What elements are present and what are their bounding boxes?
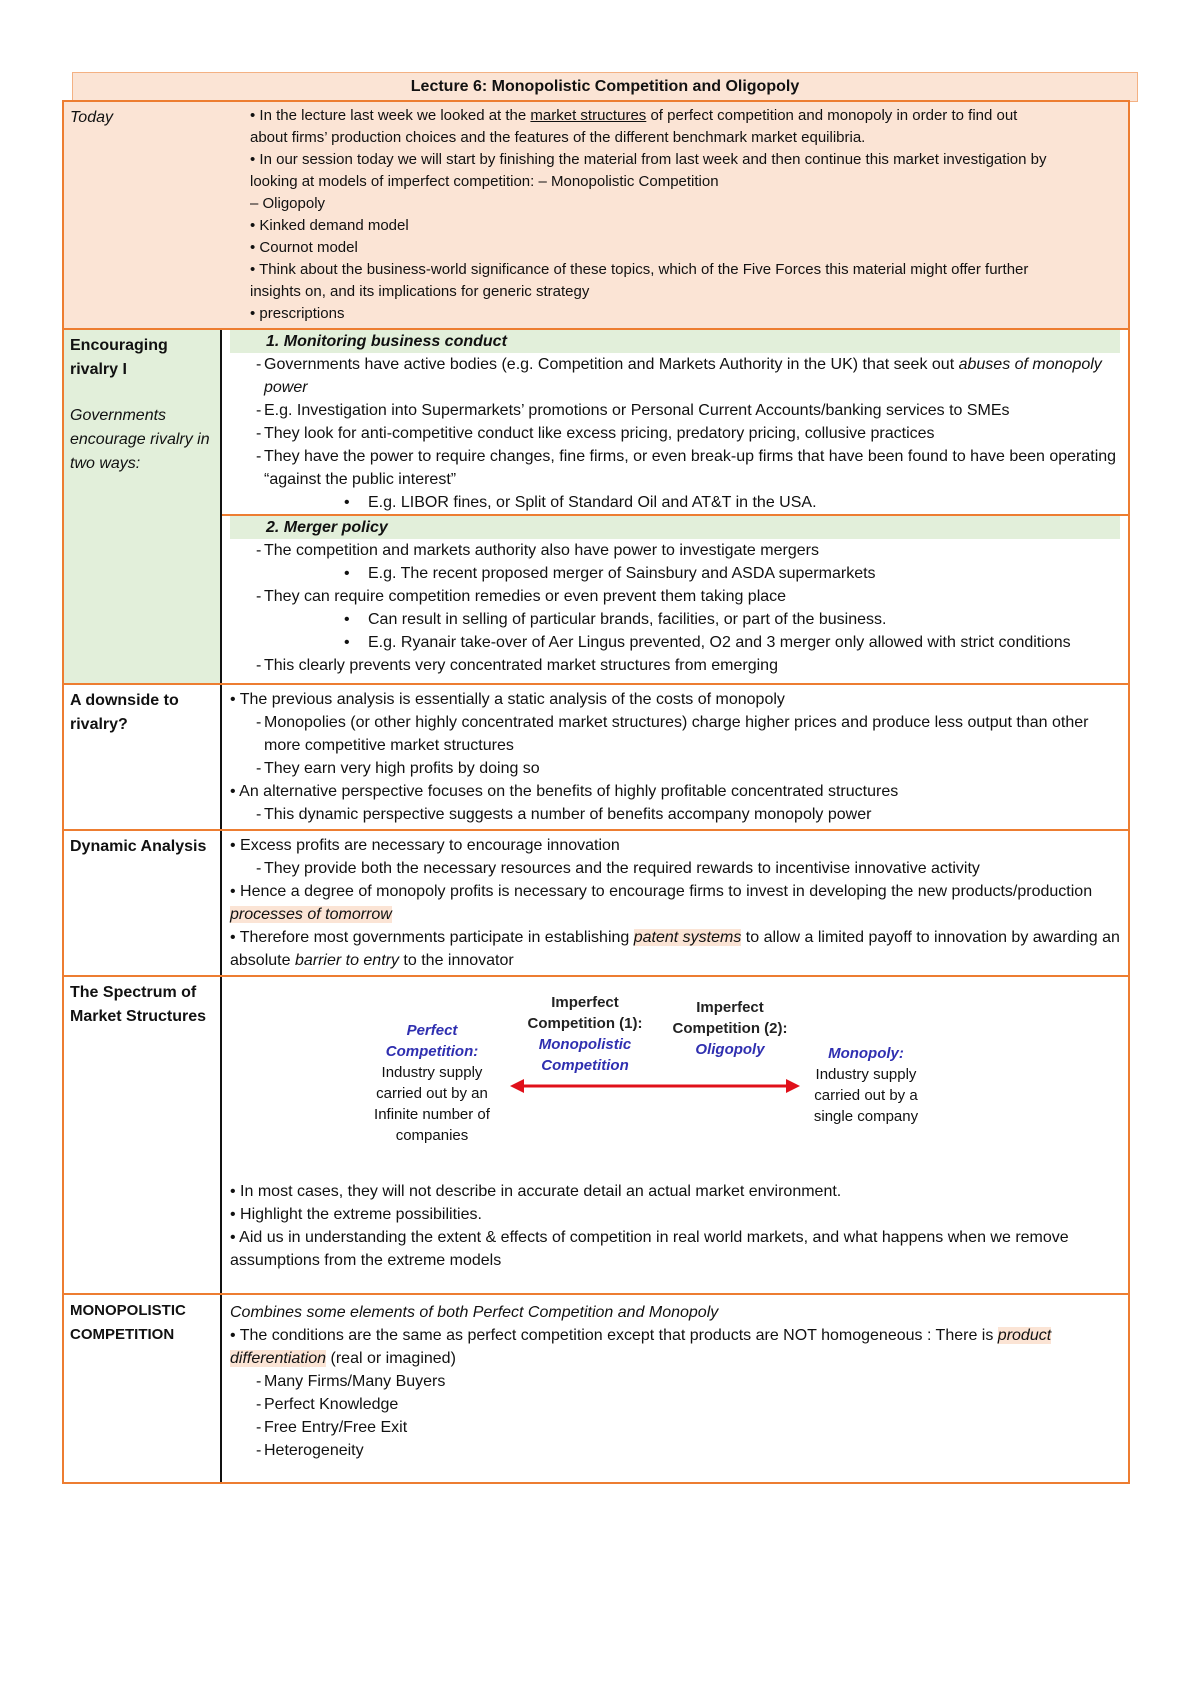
highlight-text: processes of tomorrow: [230, 906, 392, 923]
text-span: E.g. LIBOR fines, or Split of Standard Oil and AT&T in the USA.: [368, 494, 817, 511]
monopolistic-row: [64, 1293, 1128, 1482]
list-item: [230, 780, 1120, 803]
highlight-text: patent systems: [633, 929, 742, 946]
text-span: E.g. Ryanair take-over of Aer Lingus prevented, O2 and 3 merger only allowed with strict conditions: [368, 634, 1071, 651]
downside-label: A downside to rivalry?: [64, 685, 222, 829]
condition-item: - Perfect Knowledge: [230, 1393, 1120, 1416]
today-line: • Kinked demand model: [250, 217, 409, 234]
today-label: Today: [70, 109, 113, 126]
notes-table: [62, 100, 1130, 1484]
text-span: Can result in selling of particular brands, facilities, or part of the business.: [368, 611, 887, 628]
highlight-text: product differentiation: [230, 1327, 1052, 1367]
monopoly-desc: Industry supply carried out by a single company: [813, 1066, 919, 1125]
list-item: [230, 608, 1120, 631]
rivalry-row: [64, 328, 1128, 683]
today-line: [250, 105, 1120, 127]
text-span: Monopolies (or other highly concentrated market structures) charge higher prices and produce less output than other more competitive market structures: [264, 714, 1089, 754]
condition-line: [230, 1324, 1120, 1370]
condition-item: - Many Firms/Many Buyers: [230, 1370, 1120, 1393]
today-line: • Think about the business-world significance of these topics, which of the Five Forces this material might offer further: [250, 261, 1029, 278]
merger-heading: 2. Merger policy: [230, 516, 1120, 539]
text-span: • An alternative perspective focuses on the benefits of highly profitable concentrated structures: [230, 783, 899, 800]
monopolistic-label: MONOPOLISTIC COMPETITION: [64, 1295, 222, 1482]
imp2-sub: Oligopoly: [695, 1041, 765, 1058]
text-span: to allow a limited payoff to innovation by awarding an absolute: [230, 929, 1120, 969]
spectrum-diagram: [230, 980, 1120, 1180]
imp2-title: Imperfect Competition (2):: [672, 999, 788, 1037]
condition-item: - Free Entry/Free Exit: [230, 1416, 1120, 1439]
text-span: Governments have active bodies (e.g. Competition and Markets Authority in the UK) that seek out: [264, 356, 955, 373]
downside-content: [222, 685, 1128, 829]
text-span: They earn very high profits by doing so: [264, 760, 540, 777]
text-span: E.g. Investigation into Supermarkets’ promotions or Personal Current Accounts/banking services to SMEs: [264, 402, 1010, 419]
imp1-sub: Monopolistic Competition: [538, 1036, 632, 1074]
today-line: • Cournot model: [250, 239, 358, 256]
text-span: • The conditions are the same as perfect competition except that products are NOT homogeneous : There is: [230, 1327, 998, 1344]
conditions-list: [230, 1370, 1120, 1462]
list-item: [230, 422, 1120, 445]
dynamic-line: [230, 880, 1120, 926]
text-span: • In the lecture last week we looked at the: [250, 107, 531, 124]
text-span: This dynamic perspective suggests a number of benefits accompany monopoly power: [264, 806, 872, 823]
monopolistic-content: [222, 1295, 1128, 1482]
text-span: E.g. The recent proposed merger of Sainsbury and ASDA supermarkets: [368, 565, 876, 582]
list-item: [230, 757, 1120, 780]
rivalry-content: [222, 330, 1128, 683]
spectrum-label: The Spectrum of Market Structures: [64, 977, 222, 1293]
rivalry-sublabel: Governments encourage rivalry in two ways:: [70, 407, 210, 472]
text-span: • The previous analysis is essentially a static analysis of the costs of monopoly: [230, 691, 785, 708]
text-span: of perfect competition and monopoly in order to find out: [646, 107, 1018, 124]
dynamic-line: - They provide both the necessary resources and the required rewards to incentivise innovative activity: [230, 857, 1120, 880]
dynamic-row: [64, 829, 1128, 975]
today-line: – Oligopoly: [250, 195, 326, 212]
text-span: The competition and markets authority also have power to investigate mergers: [264, 542, 819, 559]
page-title: Lecture 6: Monopolistic Competition and Oligopoly: [72, 72, 1138, 102]
today-row: [64, 100, 1128, 328]
list-item: [230, 688, 1120, 711]
perfect-desc: Industry supply carried out by an Infinite number of companies: [374, 1064, 490, 1144]
list-item: [230, 399, 1120, 422]
today-line: about firms’ production choices and the features of the different benchmark market equilibria.: [250, 129, 866, 146]
spectrum-row: [64, 975, 1128, 1293]
monopoly-node: [806, 1043, 926, 1127]
text-span: They look for anti-competitive conduct like excess pricing, predatory pricing, collusive practices: [264, 425, 935, 442]
text-span: to the innovator: [398, 952, 514, 969]
condition-item: - Heterogeneity: [230, 1439, 1120, 1462]
text-span: • Therefore most governments participate in establishing: [230, 929, 634, 946]
list-item: [230, 631, 1120, 654]
list-item: [230, 445, 1120, 491]
today-line: insights on, and its implications for generic strategy: [250, 283, 590, 300]
text-span: (real or imagined): [326, 1350, 456, 1367]
imp1-title: Imperfect Competition (1):: [527, 994, 643, 1032]
spectrum-item: • Highlight the extreme possibilities.: [230, 1206, 482, 1223]
list-item: [230, 585, 1120, 608]
monitoring-heading: 1. Monitoring business conduct: [230, 330, 1120, 353]
text-span: • Hence a degree of monopoly profits is necessary to encourage firms to invest in developing the new products/production: [230, 883, 1093, 900]
perfect-competition-node: [362, 1020, 502, 1146]
text-span: This clearly prevents very concentrated market structures from emerging: [264, 657, 778, 674]
today-content: [222, 102, 1128, 328]
list-item: [230, 654, 1120, 677]
list-item: [230, 539, 1120, 562]
list-item: [230, 562, 1120, 585]
text-span: They have the power to require changes, fine firms, or even break-up firms that have been found to have been operating “against the public interest”: [264, 448, 1117, 488]
imperfect2-node: [660, 997, 800, 1060]
dynamic-line: [230, 926, 1120, 972]
today-line: looking at models of imperfect competition: – Monopolistic Competition: [250, 173, 719, 190]
downside-row: [64, 683, 1128, 829]
rivalry-label: Encouraging rivalry I: [70, 337, 168, 378]
spectrum-list: [230, 1180, 1120, 1290]
underlined-text: market structures: [530, 107, 647, 124]
dynamic-line: • Excess profits are necessary to encourage innovation: [230, 837, 620, 854]
italic-text: barrier to entry: [294, 952, 399, 969]
list-item: [230, 491, 1120, 514]
list-item: [230, 711, 1120, 757]
merger-list: [230, 539, 1120, 677]
monopoly-title: Monopoly:: [828, 1045, 904, 1062]
intro-line: Combines some elements of both Perfect Competition and Monopoly: [230, 1304, 719, 1321]
spectrum-item: • Aid us in understanding the extent & effects of competition in real world markets, and what happens when we remove assumptions from the extreme models: [230, 1229, 1069, 1269]
double-arrow-icon: [510, 1076, 800, 1096]
merger-section: [222, 514, 1128, 680]
dynamic-content: [222, 831, 1128, 975]
imperfect1-node: [510, 992, 660, 1076]
perfect-title: Perfect Competition:: [385, 1022, 479, 1060]
list-item: [230, 803, 1120, 826]
today-line: • In our session today we will start by finishing the material from last week and then continue this market investigation by: [250, 151, 1047, 168]
dynamic-label: Dynamic Analysis: [64, 831, 222, 975]
rivalry-label-cell: [64, 330, 222, 683]
spectrum-content: [222, 977, 1128, 1293]
italic-text: abuses of monopoly power: [264, 356, 1102, 396]
today-line: • prescriptions: [250, 305, 345, 322]
list-item: [230, 353, 1120, 399]
text-span: They can require competition remedies or even prevent them taking place: [264, 588, 787, 605]
spectrum-item: • In most cases, they will not describe in accurate detail an actual market environment.: [230, 1183, 842, 1200]
monitoring-list: [230, 353, 1120, 514]
